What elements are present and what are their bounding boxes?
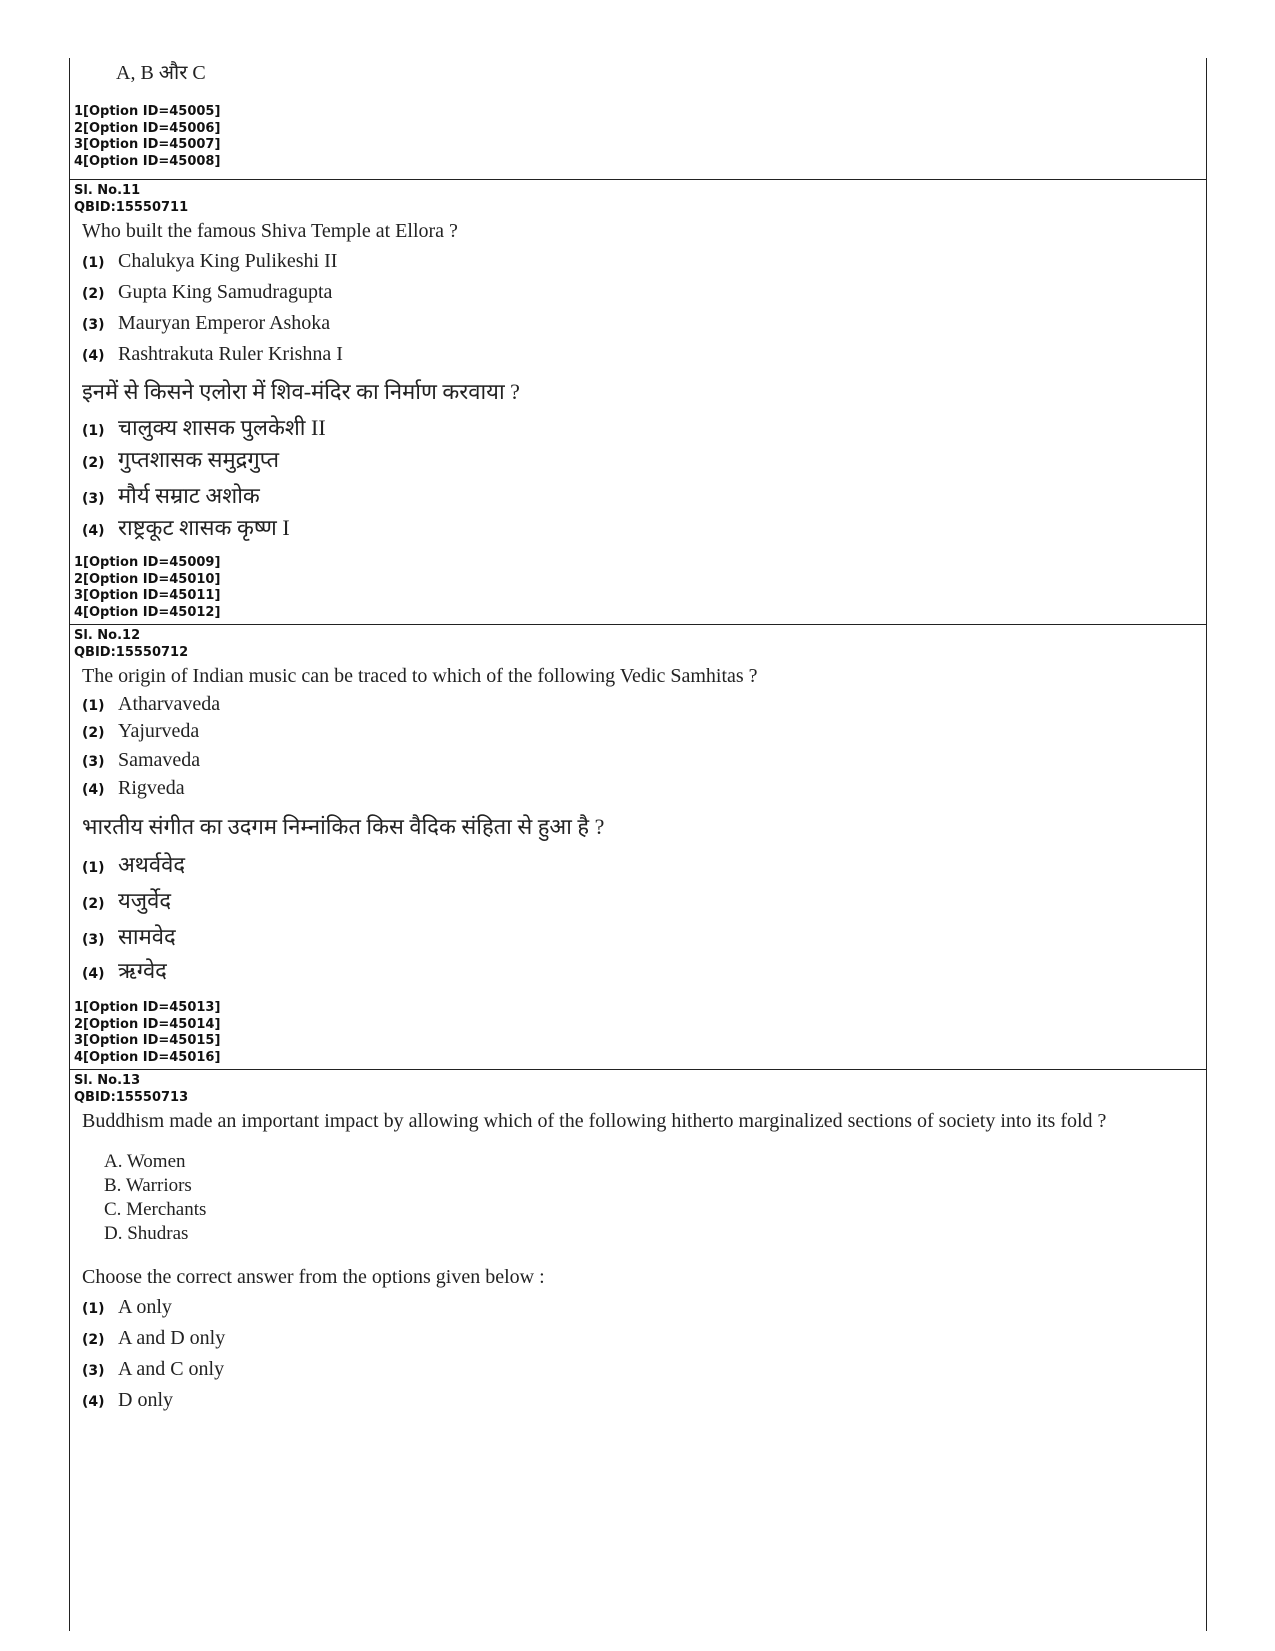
option-id: 3[Option ID=45007]: [74, 137, 221, 152]
option-id: 3[Option ID=45011]: [74, 588, 221, 603]
instruction: Choose the correct answer from the options given below :: [82, 1266, 545, 1288]
serial-number: Sl. No.12: [74, 628, 141, 643]
question-text-hi: इनमें से किसने एलोरा में शिव-मंदिर का निर्माण करवाया ?: [82, 379, 520, 404]
previous-question-fragment: [74, 60, 1199, 170]
right-border: [1206, 58, 1207, 1631]
option-en: (4) Rigveda: [82, 777, 185, 799]
option-en: (1) A only: [82, 1296, 172, 1318]
answer-line: A, B और C: [116, 62, 206, 84]
serial-number: Sl. No.13: [74, 1073, 141, 1088]
left-border: [69, 58, 70, 1631]
option-hi: (1) अथर्ववेद: [82, 852, 186, 877]
option-hi: (2) गुप्तशासक समुद्रगुप्त: [82, 447, 280, 472]
option-id: 1[Option ID=45005]: [74, 104, 221, 119]
option-id: 1[Option ID=45009]: [74, 555, 221, 570]
option-en: (4) D only: [82, 1389, 173, 1411]
option-id-list: [74, 104, 1199, 170]
option-en: (2) A and D only: [82, 1327, 226, 1349]
option-en: (2) Yajurveda: [82, 720, 200, 742]
option-en: (4) Rashtrakuta Ruler Krishna I: [82, 343, 343, 365]
divider: [69, 1069, 1207, 1070]
option-en: (3) A and C only: [82, 1358, 225, 1380]
option-en: (1) Atharvaveda: [82, 693, 221, 715]
option-en: (3) Mauryan Emperor Ashoka: [82, 312, 331, 334]
option-id-list: [74, 555, 220, 621]
sub-item: D. Shudras: [104, 1223, 189, 1244]
qbid: QBID:15550713: [74, 1089, 189, 1105]
question-text-en: Who built the famous Shiva Temple at Ellora ?: [82, 220, 458, 242]
question-11: [74, 183, 1199, 544]
option-id: 4[Option ID=45008]: [74, 153, 221, 169]
qbid: QBID:15550711: [74, 199, 189, 215]
option-id: 3[Option ID=45015]: [74, 1033, 221, 1048]
option-en: (2) Gupta King Samudragupta: [82, 281, 333, 303]
option-hi: (2) यजुर्वेद: [82, 888, 171, 913]
question-text-hi: भारतीय संगीत का उदगम निम्नांकित किस वैदिक संहिता से हुआ है ?: [82, 814, 605, 839]
option-id: 2[Option ID=45014]: [74, 1016, 221, 1032]
option-id: 2[Option ID=45010]: [74, 571, 221, 587]
option-id: 4[Option ID=45016]: [74, 1049, 221, 1065]
sub-item: A. Women: [104, 1151, 186, 1172]
option-hi: (3) मौर्य सम्राट अशोक: [82, 483, 260, 508]
option-hi: (3) सामवेद: [82, 924, 176, 949]
serial-number: Sl. No.11: [74, 183, 141, 198]
divider: [69, 624, 1207, 625]
qbid: QBID:15550712: [74, 644, 189, 660]
option-en: (3) Samaveda: [82, 749, 201, 771]
option-hi: (4) राष्ट्रकूट शासक कृष्ण I: [82, 515, 290, 540]
option-id-list: [74, 1000, 220, 1066]
option-id: 1[Option ID=45013]: [74, 1000, 221, 1015]
question-12: [74, 628, 1199, 989]
option-id: 4[Option ID=45012]: [74, 604, 221, 620]
question-text-en: The origin of Indian music can be traced to which of the following Vedic Samhitas ?: [82, 665, 758, 687]
sub-item: B. Warriors: [104, 1175, 192, 1196]
option-en: (1) Chalukya King Pulikeshi II: [82, 250, 338, 272]
sub-item-list: [74, 1150, 1199, 1246]
sub-item: C. Merchants: [104, 1199, 207, 1220]
option-id: 2[Option ID=45006]: [74, 120, 221, 136]
question-text-en: Buddhism made an important impact by allowing which of the following hitherto marginalized sections of society into its fold ?: [82, 1110, 1107, 1132]
divider: [69, 179, 1207, 180]
question-13: [74, 1073, 1199, 1420]
option-hi: (4) ऋग्वेद: [82, 958, 167, 983]
option-hi: (1) चालुक्य शासक पुलकेशी II: [82, 415, 326, 440]
